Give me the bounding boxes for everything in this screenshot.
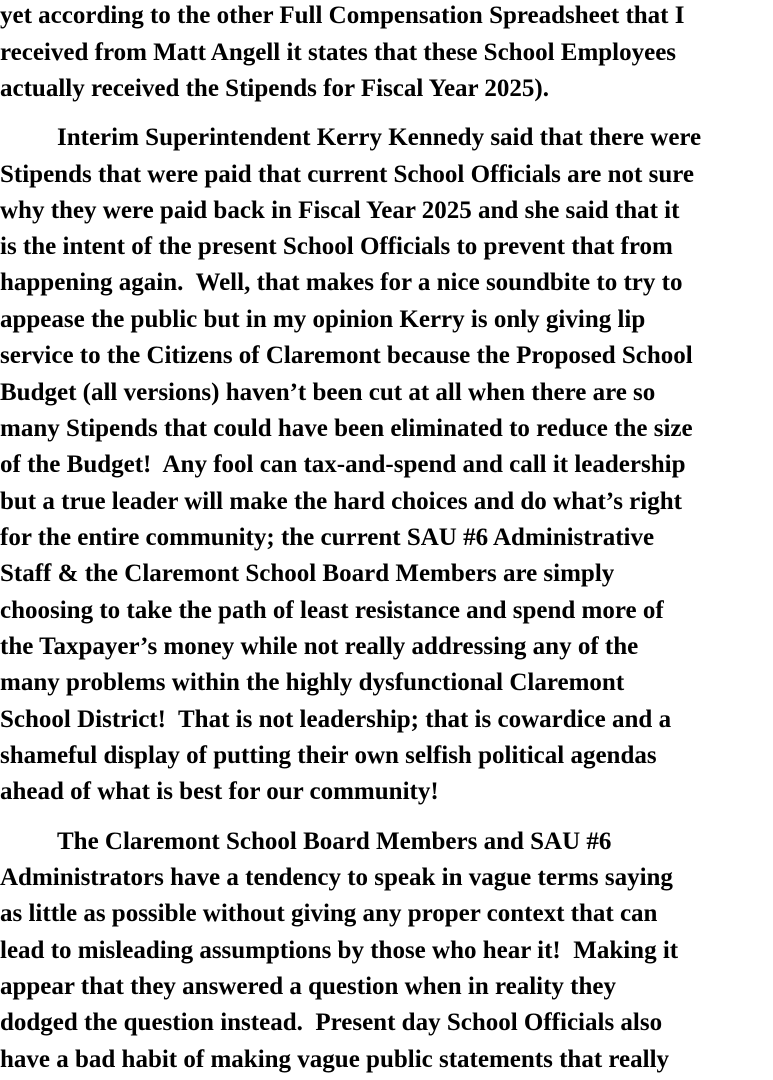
paragraph-2-line-7: service to the Citizens of Claremont because the Proposed School (0, 342, 693, 369)
paragraph-2-line-5: happening again. Well, that makes for a nice soundbite to try to (0, 269, 683, 296)
paragraph-2-line-18: shameful display of putting their own selfish political agendas (0, 742, 657, 769)
paragraph-2-line-19: ahead of what is best for our community! (0, 778, 439, 805)
paragraph-2-line-9: many Stipends that could have been eliminated to reduce the size (0, 415, 693, 442)
paragraph-2-line-6: appease the public but in my opinion Kerry is only giving lip (0, 306, 646, 333)
paragraph-3-line-6: dodged the question instead. Present day School Officials also (0, 1009, 663, 1036)
paragraph-3-line-3: as little as possible without giving any proper context that can (0, 900, 658, 927)
paragraph-2-line-11: but a true leader will make the hard choices and do what’s right (0, 488, 682, 515)
paragraph-2-line-12: for the entire community; the current SAU #6 Administrative (0, 524, 655, 551)
paragraph-2-line-17: School District! That is not leadership; that is cowardice and a (0, 706, 672, 733)
paragraph-2-line-1: Interim Superintendent Kerry Kennedy said that there were (57, 124, 702, 151)
paragraph-2-line-16: many problems within the highly dysfunctional Claremont (0, 669, 625, 696)
paragraph-3-line-1: The Claremont School Board Members and SAU #6 (57, 828, 612, 855)
paragraph-2-line-15: the Taxpayer’s money while not really addressing any of the (0, 633, 639, 660)
paragraph-2-line-13: Staff & the Claremont School Board Members are simply (0, 560, 615, 587)
paragraph-2-line-14: choosing to take the path of least resistance and spend more of (0, 597, 664, 624)
paragraph-2-line-10: of the Budget! Any fool can tax-and-spend and call it leadership (0, 451, 686, 478)
paragraph-1-line-2: received from Matt Angell it states that these School Employees (0, 39, 677, 66)
paragraph-2-line-3: why they were paid back in Fiscal Year 2025 and she said that it (0, 197, 680, 224)
paragraph-1-line-3: actually received the Stipends for Fiscal Year 2025). (0, 75, 550, 102)
paragraph-3-line-4: lead to misleading assumptions by those who hear it! Making it (0, 937, 679, 964)
paragraph-2-line-8: Budget (all versions) haven’t been cut at all when there are so (0, 379, 656, 406)
paragraph-1-line-1: yet according to the other Full Compensation Spreadsheet that I (0, 2, 685, 29)
paragraph-3-line-2: Administrators have a tendency to speak in vague terms saying (0, 864, 673, 891)
paragraph-2-line-2: Stipends that were paid that current School Officials are not sure (0, 161, 694, 188)
paragraph-2-line-4: is the intent of the present School Officials to prevent that from (0, 233, 673, 260)
paragraph-3-line-7: have a bad habit of making vague public statements that really (0, 1046, 670, 1073)
paragraph-3-line-5: appear that they answered a question when in reality they (0, 973, 617, 1000)
